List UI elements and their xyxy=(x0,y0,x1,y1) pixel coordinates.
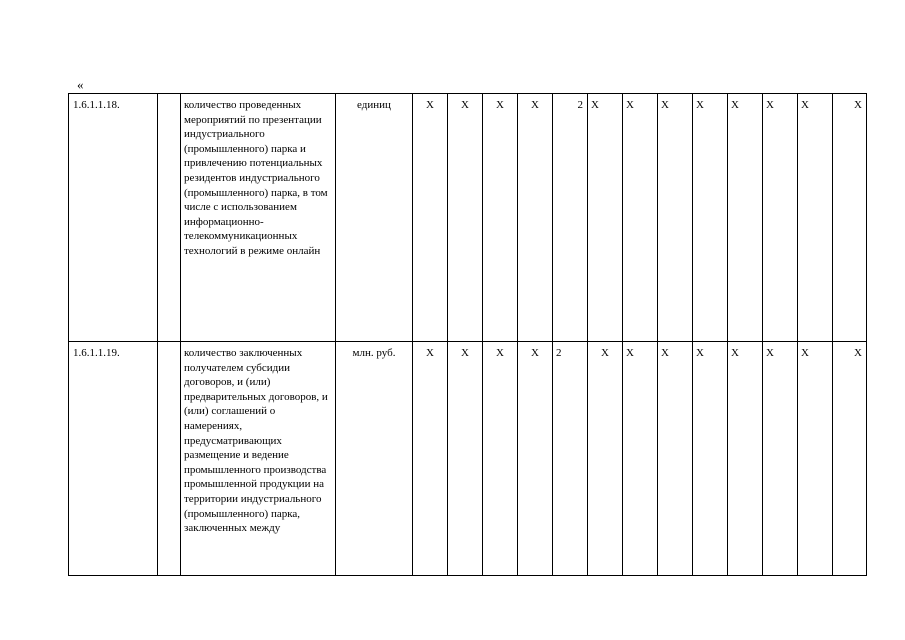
value-cell: X xyxy=(658,94,693,342)
value-cell: X xyxy=(833,94,867,342)
value-cell: X xyxy=(448,342,483,576)
indicator-table xyxy=(68,93,867,576)
value-cell: X xyxy=(588,94,623,342)
value-cell: X xyxy=(763,94,798,342)
value-cell: X xyxy=(693,94,728,342)
value-cell: X xyxy=(483,94,518,342)
value-cell: 2 xyxy=(553,94,588,342)
opening-quote: « xyxy=(77,77,84,92)
row-code: 1.6.1.1.19. xyxy=(69,342,158,576)
value-cell: X xyxy=(763,342,798,576)
value-cell: X xyxy=(448,94,483,342)
value-cell: X xyxy=(728,342,763,576)
row-unit: единиц xyxy=(336,94,413,342)
row-code: 1.6.1.1.18. xyxy=(69,94,158,342)
value-cell: X xyxy=(588,342,623,576)
value-cell: X xyxy=(518,342,553,576)
value-cell: X xyxy=(833,342,867,576)
value-cell: X xyxy=(413,342,448,576)
row-description: количество проведенных мероприятий по презентации индустриального (промышленного) парка и привлечению потенциальных резидентов индустриального (промышленного) парка, в том числе с использованием информационно-телекоммуникационных технологий в режиме онлайн xyxy=(181,94,336,342)
value-cell: X xyxy=(798,94,833,342)
value-cell: X xyxy=(728,94,763,342)
value-cell: X xyxy=(798,342,833,576)
value-cell: X xyxy=(518,94,553,342)
value-cell: X xyxy=(623,342,658,576)
table-row xyxy=(69,94,867,342)
value-cell: X xyxy=(693,342,728,576)
empty-cell xyxy=(158,94,181,342)
row-unit: млн. руб. xyxy=(336,342,413,576)
value-cell: X xyxy=(623,94,658,342)
value-cell: X xyxy=(413,94,448,342)
value-cell: 2 xyxy=(553,342,588,576)
empty-cell xyxy=(158,342,181,576)
value-cell: X xyxy=(658,342,693,576)
table-row xyxy=(69,342,867,576)
value-cell: X xyxy=(483,342,518,576)
row-description: количество заключенных получателем субсидии договоров, и (или) предварительных договоров, и (или) соглашений о намерениях, предусматривающих размещение и ведение промышленного производства промышленной продукции на территории индустриального (промышленного) парка, заключенных между xyxy=(181,342,336,576)
